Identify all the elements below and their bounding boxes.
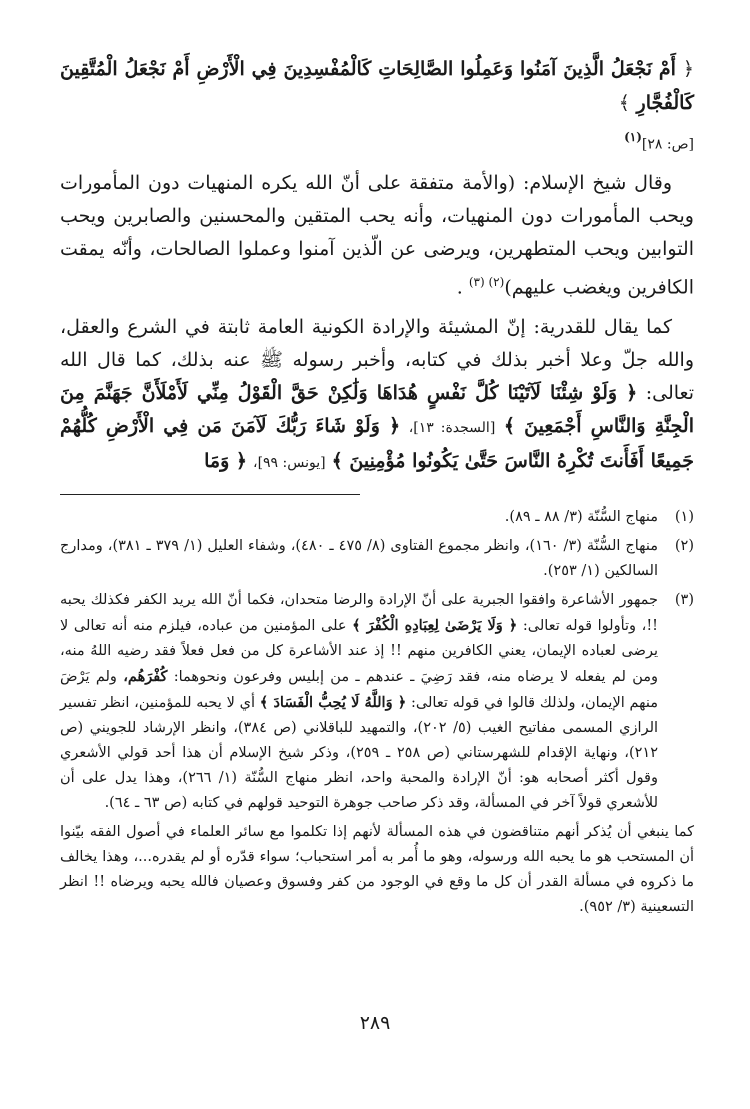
paragraph-end: . bbox=[456, 276, 463, 299]
footnote-quran-3: ﴿ وَاللَّهُ لَا يُحِبُّ الْفَسَادَ ﴾ bbox=[259, 693, 407, 711]
footnote-continuation: كما ينبغي أن يُذكر أنهم متناقضون في هذه المسألة لأنهم إذا تكلموا مع سائر العلماء في أصول الفقه بيّنوا أن المستحب هو ما يحبه الله ورسوله، وهو ما أُمر به أمر استحباب؛ سواء قدّره أو لم يقدره...، وهذا يخالف ما ذكروه في مسألة القدر أن كل ما وقع في الوجود من كفر وفسوق وعصيان فالله يحبه ويرضاه !! انظر التسعينية (٣/ ٩٥٢). bbox=[60, 823, 694, 915]
footnote-quran-2: كُفْرَهُم، bbox=[123, 667, 168, 685]
footnote-quran-1: ﴿ وَلَا يَرْضَىٰ لِعِبَادِهِ الْكُفْرَ ﴾ bbox=[352, 616, 518, 634]
page-number: ٢٨٩ bbox=[359, 1012, 391, 1034]
verse-reference: [ص: ٢٨] bbox=[641, 136, 694, 153]
paragraph-qadariyya bbox=[60, 311, 694, 480]
ref-yunus: [يونس: ٩٩]، bbox=[253, 454, 326, 471]
footnote-text-b: على المؤمنين من عباده، فيلزم منه أنه تعالى لا يرضى لعباده الإيمان، يعني الكافرين منهم !! إذ عند الأشاعرة كل من فعل فعلاً فقد رضيه اللهُ منه، ومن لم يفعله لا يرضاه منه، فقد رَضِيَ ـ عندهم ـ من إبليس وفرعون ونحوهما: bbox=[60, 617, 659, 685]
paragraph-text: وقال شيخ الإسلام: (والأمة متفقة على أنّ الله يكره المنهيات دون المأمورات ويحب المأمورات دون المنهيات، وأنه يحب المتقين والمحسنين والصابرين ويحب التوابين ويحب المتطهرين، ويرضى عن الّذين آمنوا وعملوا الصالحات، وأنّه يمقت الكافرين ويغضب عليهم) bbox=[60, 172, 694, 299]
footnote-2 bbox=[60, 534, 694, 584]
footnote-number: (١) bbox=[674, 508, 694, 525]
ref-sajda: [السجدة: ١٣]، bbox=[408, 419, 496, 436]
quran-quote-yunus: ﴿ وَلَوْ شَاءَ رَبُّكَ لَآمَنَ مَن فِي الْأَرْضِ كُلُّهُمْ جَمِيعًا أَفَأَنتَ تُكْرِهُ النَّاسَ حَتَّىٰ يَكُونُوا مُؤْمِنِينَ ﴾ bbox=[60, 414, 694, 472]
footnote-marker-2-3: (٢) (٣) bbox=[468, 275, 505, 290]
footnote-3 bbox=[60, 588, 694, 816]
footnote-text-a: جمهور الأشاعرة وافقوا الجبرية على أنّ الإرادة والرضا متحدان، فكما أنّ الله يريد الكفر فكذلك يحبه !!، وتأولوا قوله تعالى: bbox=[60, 591, 659, 634]
footnote-1 bbox=[60, 505, 694, 530]
verse-text: أَمْ نَجْعَلُ الَّذِينَ آمَنُوا وَعَمِلُوا الصَّالِحَاتِ كَالْمُفْسِدِينَ فِي الْأَرْضِ أَمْ نَجْعَلُ الْمُتَّقِينَ كَالْفُجَّارِ bbox=[60, 58, 694, 114]
verse-open-bracket: ﴿ bbox=[682, 58, 694, 80]
footnote-divider bbox=[60, 494, 360, 495]
footnote-text-c: ولم يَرْضَ منهم الإيمان، ولذلك قالوا في قوله تعالى: bbox=[60, 668, 658, 711]
footnote-number: (٣) bbox=[674, 591, 694, 608]
footnote-marker-1: (١) bbox=[624, 130, 642, 144]
footnote-text-d: أي لا يحبه للمؤمنين، انظر تفسير الرازي المسمى مفاتيح الغيب (٥/ ٢٠٢)، والتمهيد للباقلاني (ص ٣٨٤)، وانظر الإرشاد للجويني (ص ٢١٢)، ونهاية الإقدام للشهرستاني (ص ٢٥٨ ـ ٢٥٩)، وذكر شيخ الإسلام أن هذا أحد قولي الأشعري وقول أكثر أصحابه هو: أنّ الإرادة والمحبة واحد، انظر منهاج السُّنّة (١/ ٢٦٦)، وهذا يدل على أن للأشعري قولاً آخر في المسألة، وقد ذكر صاحب جوهرة التوحيد قولهم في كتابه (ص ٦٣ ـ ٦٤). bbox=[60, 694, 659, 811]
quran-quote-sajda: ﴿ وَلَوْ شِئْنَا لَآتَيْنَا كُلَّ نَفْسٍ هُدَاهَا وَلَٰكِنْ حَقَّ الْقَوْلُ مِنِّي لَأَمْلَأَنَّ جَهَنَّمَ مِنَ الْجِنَّةِ وَالنَّاسِ أَجْمَعِينَ ﴾ bbox=[60, 381, 694, 437]
quran-verse-top bbox=[60, 52, 694, 161]
paragraph-sheikh-quote bbox=[60, 167, 694, 304]
footnote-number: (٢) bbox=[674, 537, 694, 554]
verse-close-bracket: ﴾ bbox=[618, 92, 630, 114]
footnote-text bbox=[60, 588, 658, 816]
quran-quote-next: ﴿ وَمَا bbox=[204, 449, 247, 472]
paragraph-intro: كما يقال للقدرية: إنّ المشيئة والإرادة الكونية العامة ثابتة في الشرع والعقل، والله جلّ وعلا أخبر بذلك في كتابه، وأخبر رسوله ﷺ عنه بذلك، كما قال الله تعالى: bbox=[60, 315, 694, 404]
footnote-text: منهاج السُّنّة (٣/ ٨٨ ـ ٨٩). bbox=[504, 508, 658, 525]
footnote-text: منهاج السُّنّة (٣/ ١٦٠)، وانظر مجموع الفتاوى (٨/ ٤٧٥ ـ ٤٨٠)، وشفاء العليل (١/ ٣٧٩ ـ ٣٨١)، ومدارج السالكين (١/ ٢٥٣). bbox=[60, 537, 659, 579]
